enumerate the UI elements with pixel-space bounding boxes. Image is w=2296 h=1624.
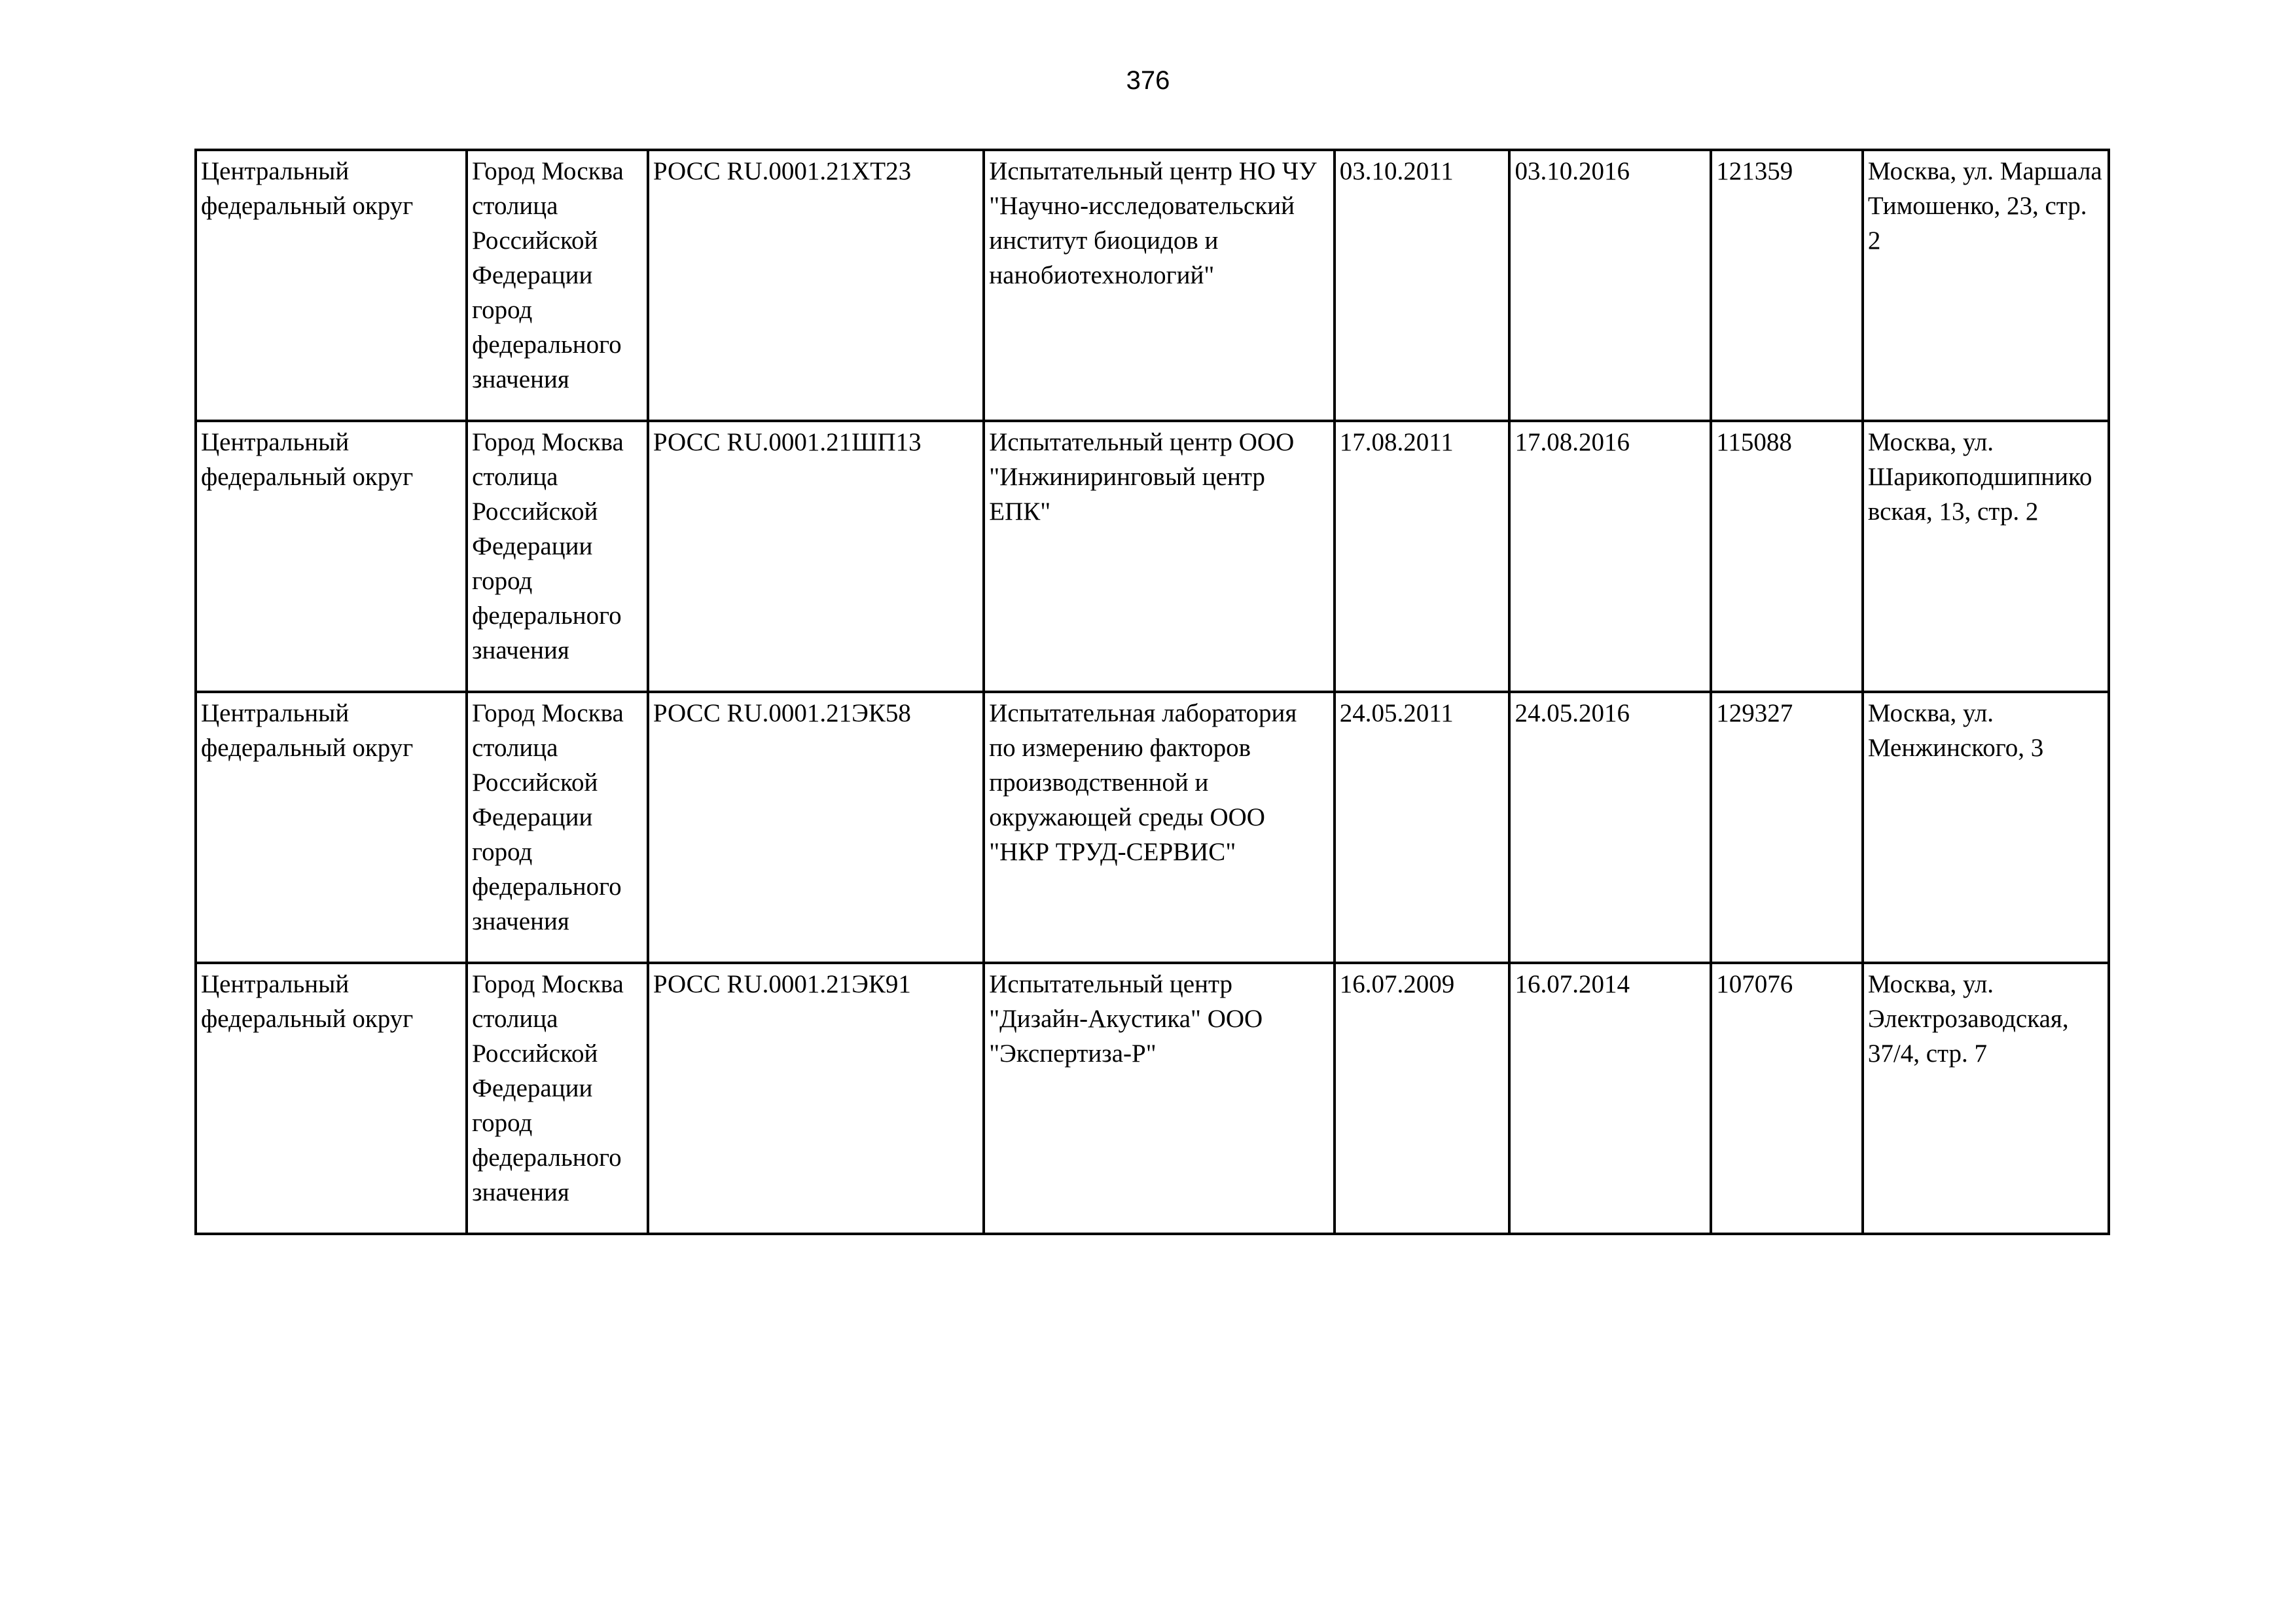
address-cell: Москва, ул. Электрозаводская, 37/4, стр. 7 <box>1863 963 2109 1234</box>
region-cell: Город Москва столица Российской Федерации город федерального значения <box>467 692 648 963</box>
organization-name-cell: Испытательная лаборатория по измерению факторов производственной и окружающей среды ООО "НКР ТРУД-СЕРВИС" <box>984 692 1334 963</box>
certificate-number-cell: РОСС RU.0001.21ШП13 <box>648 421 984 692</box>
page-number: 376 <box>1126 66 1170 95</box>
organization-name-cell: Испытательный центр ООО "Инжиниринговый центр ЕПК" <box>984 421 1334 692</box>
postal-index-cell: 115088 <box>1711 421 1863 692</box>
organization-name-cell: Испытательный центр "Дизайн-Акустика" ООО "Экспертиза-Р" <box>984 963 1334 1234</box>
address-cell: Москва, ул. Шарикоподшипниковская, 13, стр. 2 <box>1863 421 2109 692</box>
certificate-number-cell: РОСС RU.0001.21ЭК58 <box>648 692 984 963</box>
certificate-number-cell: РОСС RU.0001.21ЭК91 <box>648 963 984 1234</box>
registry-table <box>194 149 2110 1235</box>
table-row <box>196 963 2109 1234</box>
table-row <box>196 692 2109 963</box>
table-row <box>196 421 2109 692</box>
expiry-date-cell: 17.08.2016 <box>1509 421 1711 692</box>
region-cell: Город Москва столица Российской Федерации город федерального значения <box>467 150 648 421</box>
issue-date-cell: 16.07.2009 <box>1335 963 1510 1234</box>
region-cell: Город Москва столица Российской Федерации город федерального значения <box>467 963 648 1234</box>
table-row <box>196 150 2109 421</box>
issue-date-cell: 24.05.2011 <box>1335 692 1510 963</box>
region-cell: Город Москва столица Российской Федерации город федерального значения <box>467 421 648 692</box>
postal-index-cell: 121359 <box>1711 150 1863 421</box>
postal-index-cell: 107076 <box>1711 963 1863 1234</box>
federal-district-cell: Центральный федеральный округ <box>196 150 467 421</box>
address-cell: Москва, ул. Маршала Тимошенко, 23, стр. 2 <box>1863 150 2109 421</box>
issue-date-cell: 17.08.2011 <box>1335 421 1510 692</box>
federal-district-cell: Центральный федеральный округ <box>196 421 467 692</box>
expiry-date-cell: 24.05.2016 <box>1509 692 1711 963</box>
organization-name-cell: Испытательный центр НО ЧУ "Научно-исследовательский институт биоцидов и нанобиотехнологий" <box>984 150 1334 421</box>
federal-district-cell: Центральный федеральный округ <box>196 692 467 963</box>
address-cell: Москва, ул. Менжинского, 3 <box>1863 692 2109 963</box>
federal-district-cell: Центральный федеральный округ <box>196 963 467 1234</box>
certificate-number-cell: РОСС RU.0001.21ХТ23 <box>648 150 984 421</box>
issue-date-cell: 03.10.2011 <box>1335 150 1510 421</box>
expiry-date-cell: 03.10.2016 <box>1509 150 1711 421</box>
expiry-date-cell: 16.07.2014 <box>1509 963 1711 1234</box>
postal-index-cell: 129327 <box>1711 692 1863 963</box>
